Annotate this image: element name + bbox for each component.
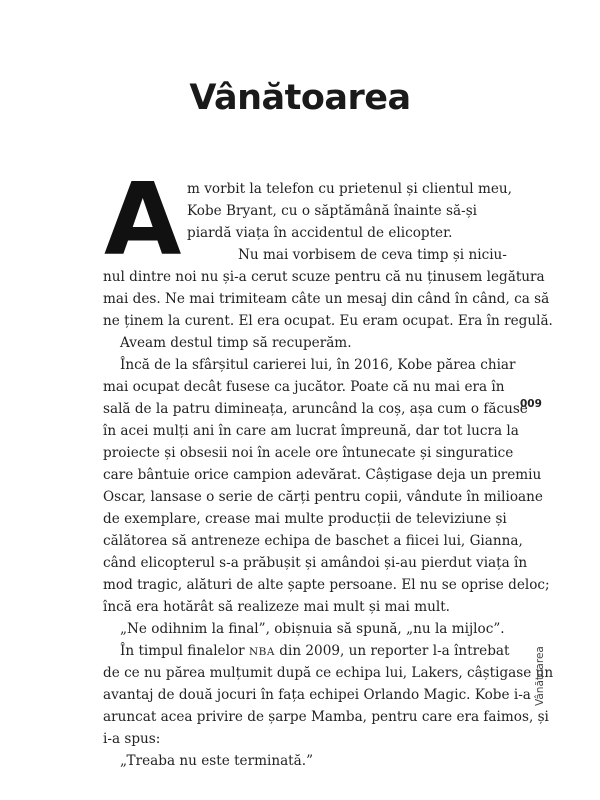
- text-line: sală de la patru dimineața, aruncând la coș, așa cum o făcuse: [103, 401, 528, 417]
- nba-abbreviation: NBA: [248, 646, 275, 658]
- text-line: „Ne odihnim la final”, obișnuia să spună, „nu la mijloc”.: [120, 621, 505, 637]
- text-line: [120, 640, 509, 662]
- text-line: în acei mulți ani în care am lucrat împreună, dar tot lucra la: [103, 423, 519, 439]
- text-line: Oscar, lansase o serie de cărți pentru copii, vândute în milioane: [103, 489, 543, 505]
- text-line: i-a spus:: [103, 731, 161, 747]
- page-number: 009: [520, 398, 542, 410]
- text-line: călătorea să antreneze echipa de baschet a fiicei lui, Gianna,: [103, 533, 523, 549]
- text-line: nul dintre noi nu și-a cerut scuze pentru că nu ținusem legătura: [103, 269, 545, 285]
- text-fragment: În timpul finalelor: [120, 643, 249, 659]
- text-line: „Treaba nu este terminată.”: [120, 753, 314, 769]
- text-line: mai ocupat decât fusese ca jucător. Poate că nu mai era în: [103, 379, 505, 395]
- text-line: Încă de la sfârșitul carierei lui, în 2016, Kobe părea chiar: [120, 357, 516, 373]
- text-line: Nu mai vorbisem de ceva timp și niciu-: [238, 247, 507, 263]
- running-head: Vânătoarea: [534, 646, 546, 706]
- text-line: proiecte și obsesii noi în acele ore întunecate și singuratice: [103, 445, 514, 461]
- text-line: m vorbit la telefon cu prietenul și clientul meu,: [187, 181, 512, 197]
- text-line: de ce nu părea mulțumit după ce echipa lui, Lakers, câștigase un: [103, 665, 554, 681]
- drop-cap: A: [104, 161, 180, 278]
- text-line: Kobe Bryant, cu o săptămână înainte să-și: [187, 203, 478, 219]
- text-line: Aveam destul timp să recuperăm.: [120, 335, 352, 351]
- text-line: piardă viața în accidentul de elicopter.: [187, 225, 453, 241]
- text-line: mod tragic, alături de alte șapte persoane. El nu se oprise deloc;: [103, 577, 550, 593]
- chapter-title: Vânătoarea: [189, 78, 411, 118]
- text-fragment: din 2009, un reporter l-a întrebat: [274, 643, 510, 659]
- text-line: mai des. Ne mai trimiteam câte un mesaj din când în când, ca să: [103, 291, 550, 307]
- text-line: ne ținem la curent. El era ocupat. Eu eram ocupat. Era în regulă.: [103, 313, 553, 329]
- text-line: de exemplare, crease mai multe producții de televiziune și: [103, 511, 507, 527]
- text-line: care bântuie orice campion adevărat. Câștigase deja un premiu: [103, 467, 542, 483]
- text-line: avantaj de două jocuri în fața echipei Orlando Magic. Kobe i-a: [103, 687, 531, 703]
- text-line: încă era hotărât să realizeze mai mult și mai mult.: [103, 599, 451, 615]
- text-line: aruncat acea privire de șarpe Mamba, pentru care era faimos, și: [103, 709, 549, 725]
- text-line: când elicopterul s-a prăbușit și amândoi și-au pierdut viața în: [103, 555, 528, 571]
